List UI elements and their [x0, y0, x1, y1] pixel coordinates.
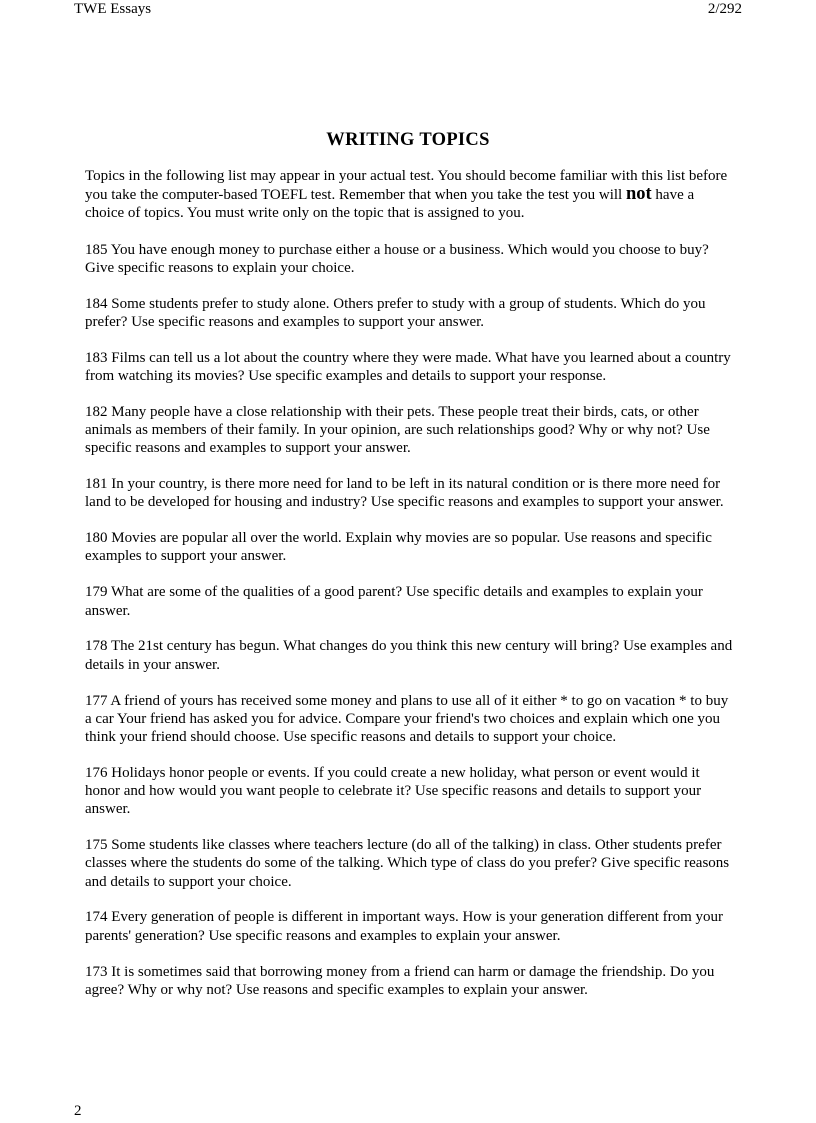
topic-181: 181 In your country, is there more need for land to be left in its natural condition or is there more need for land to be developed for housing and industry? Use specific reasons and examples to support your answer. — [85, 476, 724, 511]
document-body — [85, 167, 735, 1017]
page-title: WRITING TOPICS — [326, 130, 490, 150]
topic-184: 184 Some students prefer to study alone. Others prefer to study with a group of students. Which do you prefer? Use specific reasons and examples to support your answer. — [85, 295, 706, 330]
topic-185: 185 You have enough money to purchase either a house or a business. Which would you choose to buy? Give specific reasons to explain your choice. — [85, 241, 709, 276]
topic-179: 179 What are some of the qualities of a good parent? Use specific details and examples to explain your answer. — [85, 584, 703, 619]
topic-175: 175 Some students like classes where teachers lecture (do all of the talking) in class. Other students prefer classes where the students do some of the talking. Which type of class do you prefer? Give specific reasons and details to support your choice. — [85, 837, 730, 890]
intro-text-start: Topics in the following list may appear in your actual test. You should become familiar with this list before you take the computer-based TOEFL test. Remember that when you take the test you will — [85, 168, 728, 204]
topic-183: 183 Films can tell us a lot about the country where they were made. What have you learned about a country from watching its movies? Use specific examples and details to support your response. — [85, 349, 731, 384]
topic-173: 173 It is sometimes said that borrowing money from a friend can harm or damage the friendship. Do you agree? Why or why not? Use reasons and specific examples to explain your answer. — [85, 963, 715, 998]
intro-text-end: have a choice of topics. You must write only on the topic that is assigned to you. — [85, 187, 695, 222]
topic-180: 180 Movies are popular all over the world. Explain why movies are so popular. Use reasons and specific examples to support your answer. — [85, 530, 712, 565]
topic-182: 182 Many people have a close relationship with their pets. These people treat their birds, cats, or other animals as members of their family. In your opinion, are such relationships good? Why or why not? Use specific reasons and examples to support your answer. — [85, 403, 710, 457]
topic-174: 174 Every generation of people is different in important ways. How is your generation different from your parents' generation? Use specific reasons and examples to explain your answer. — [85, 909, 724, 944]
intro-emphasis: not — [625, 184, 652, 205]
topic-177: 177 A friend of yours has received some money and plans to use all of it either * to go on vacation * to buy a car Your friend has asked you for advice. Compare your friend's two choices and explain which one you think your friend should choose. Use specific reasons and details to support your choice. — [85, 692, 729, 745]
topic-176: 176 Holidays honor people or events. If you could create a new holiday, what person or event would it honor and how would you want people to celebrate it? Use specific reasons and details to support your answer. — [85, 764, 702, 818]
running-header-title: TWE Essays — [74, 1, 152, 17]
running-header-page-count: 2/292 — [707, 1, 742, 17]
page-number: 2 — [74, 1103, 82, 1119]
topic-178: 178 The 21st century has begun. What changes do you think this new century will bring? Use examples and details in your answer. — [85, 638, 733, 673]
intro-paragraph — [85, 167, 735, 223]
